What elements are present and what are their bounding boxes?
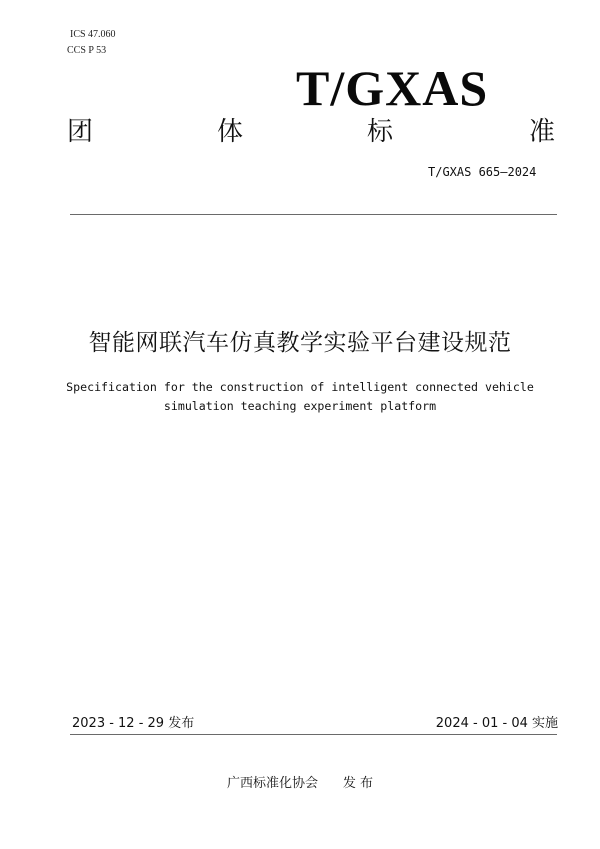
publisher-name: 广西标准化协会 <box>227 776 319 791</box>
standard-number: T/GXAS 665—2024 <box>428 165 537 179</box>
bottom-divider <box>70 734 557 735</box>
implementation-date: 2024 - 01 - 04 实施 <box>435 716 558 731</box>
category-char: 体 <box>217 117 244 147</box>
standard-logo: T/GXAS <box>296 60 489 116</box>
category-char: 准 <box>529 117 556 147</box>
category-char: 标 <box>367 117 394 147</box>
top-divider <box>70 214 557 215</box>
title-english-line2: simulation teaching experiment platform <box>163 399 437 413</box>
category-char: 团 <box>67 117 94 147</box>
publisher-action: 发 布 <box>342 776 373 791</box>
publisher-line <box>0 776 600 792</box>
ccs-code: CCS P 53 <box>67 45 107 56</box>
title-chinese: 智能网联汽车仿真教学实验平台建设规范 <box>88 330 512 356</box>
ics-code: ICS 47.060 <box>70 29 116 40</box>
title-english-line1: Specification for the construction of intelligent connected vehicle <box>66 380 534 394</box>
release-date: 2023 - 12 - 29 发布 <box>72 716 195 731</box>
